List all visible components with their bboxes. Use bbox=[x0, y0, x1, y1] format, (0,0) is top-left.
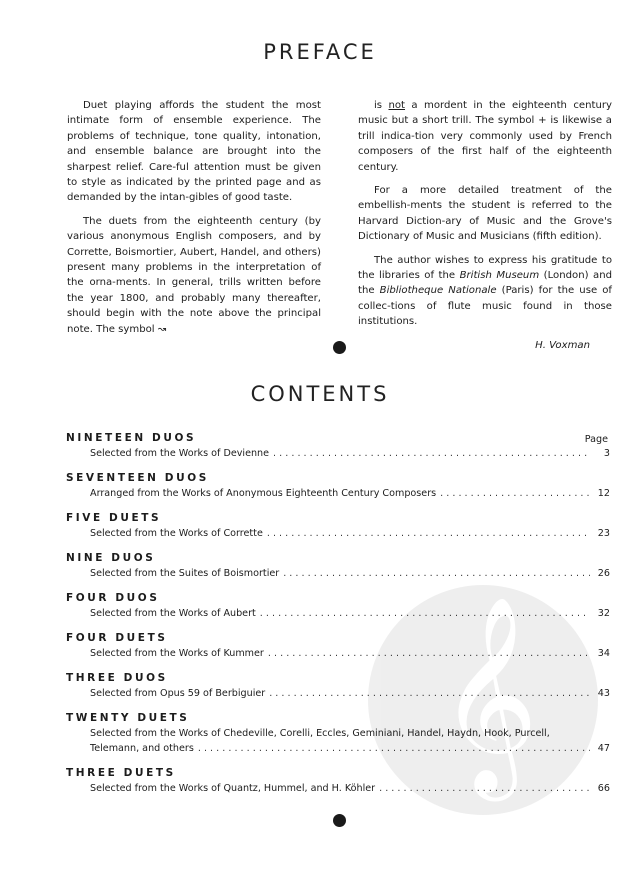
entry-subtitle-text: Selected from the Works of Kummer bbox=[90, 648, 264, 659]
entry-title: FIVE DUETS bbox=[66, 512, 162, 524]
text-segment: (Paris) for the use of collec-tions of flute music found in those institutions. bbox=[358, 285, 612, 328]
entry-subtitle-text: Selected from Opus 59 of Berbiguier bbox=[90, 688, 266, 699]
dot-leader bbox=[269, 686, 590, 701]
text-segment: The author wishes to express his gratitude to the libraries of the bbox=[358, 254, 612, 282]
text-segment: The duets from the eighteenth century (by various anonymous English composers, and by Corrette, Boismortier, Aubert, Handel, and others) present many problems in the interpretation of the orna-ments. In general, trills written before the year 1800, and probably many thereafter, should begin with the note above the principal note. The symbol ↝ bbox=[67, 215, 321, 335]
entry-subtitle bbox=[66, 686, 610, 701]
entry-page-number: 23 bbox=[597, 528, 610, 539]
entry-subtitle-text: Selected from the Works of Quantz, Hummel, and H. Köhler bbox=[90, 783, 376, 794]
entry-title: NINE DUOS bbox=[66, 552, 156, 564]
entry-subtitle bbox=[66, 606, 610, 621]
entry-title: FOUR DUETS bbox=[66, 632, 168, 644]
entry-subtitle-line: Selected from the Works of Chedeville, Corelli, Eccles, Geminiani, Handel, Haydn, Hook, Purcell, bbox=[90, 728, 550, 739]
contents-entry bbox=[66, 470, 610, 501]
entry-page-number: 12 bbox=[597, 488, 610, 499]
entry-title: FOUR DUOS bbox=[66, 592, 160, 604]
entry-subtitle bbox=[66, 486, 610, 501]
entry-title: THREE DUOS bbox=[66, 672, 168, 684]
contents-entry bbox=[66, 630, 610, 661]
entry-page-number: 47 bbox=[597, 743, 610, 754]
dot-leader bbox=[198, 741, 590, 756]
entry-title: NINETEEN DUOS bbox=[66, 432, 197, 444]
entry-subtitle bbox=[66, 741, 610, 756]
text-segment: Bibliotheque Nationale bbox=[379, 285, 497, 297]
dot-leader bbox=[283, 566, 590, 581]
text-segment: is bbox=[374, 100, 389, 111]
dot-leader bbox=[273, 446, 590, 461]
dot-leader bbox=[267, 526, 590, 541]
contents-entry bbox=[66, 670, 610, 701]
preface-title: PREFACE bbox=[263, 40, 377, 64]
contents-entry bbox=[66, 710, 610, 756]
entry-title: SEVENTEEN DUOS bbox=[66, 472, 209, 484]
contents-entry bbox=[66, 590, 610, 621]
text-segment: British Museum bbox=[459, 270, 540, 282]
entry-subtitle-text: Selected from the Works of Aubert bbox=[90, 608, 256, 619]
text-segment: not bbox=[388, 100, 406, 111]
entry-page-number: 3 bbox=[603, 448, 610, 459]
entry-page-number: 34 bbox=[597, 648, 610, 659]
entry-subtitle bbox=[66, 446, 610, 461]
bullet-divider-icon bbox=[333, 341, 346, 354]
entry-subtitle-text: Selected from the Works of Devienne bbox=[90, 448, 270, 459]
entry-subtitle bbox=[66, 526, 610, 541]
entry-page-number: 43 bbox=[597, 688, 610, 699]
entry-subtitle-text: Selected from the Works of Corrette bbox=[90, 528, 263, 539]
entry-subtitle-text: Telemann, and others bbox=[90, 743, 194, 754]
signature: H. Voxman bbox=[535, 339, 590, 351]
preface-paragraph bbox=[358, 183, 612, 245]
entry-subtitle bbox=[66, 566, 610, 581]
text-segment: (London) and the bbox=[358, 270, 613, 297]
entry-page-number: 66 bbox=[597, 783, 610, 794]
treble-clef-watermark-icon: 𝄞 bbox=[368, 585, 598, 815]
entry-subtitle bbox=[66, 646, 610, 661]
contents-entry bbox=[66, 765, 610, 796]
preface-paragraph bbox=[67, 214, 321, 337]
text-segment: Duet playing affords the student the most intimate form of ensemble experience. The problems of technique, tone quality, intonation, and ensemble balance are brought into the sharpest relief. Care-ful attention must be given to style as indicated by the printed page and as demanded by the intan-gibles of good taste. bbox=[67, 100, 321, 204]
dot-leader bbox=[440, 486, 590, 501]
contents-title: CONTENTS bbox=[250, 382, 390, 406]
dot-leader bbox=[260, 606, 590, 621]
preface-right-column bbox=[358, 98, 612, 361]
preface-paragraph bbox=[358, 98, 612, 175]
dot-leader bbox=[379, 781, 590, 796]
entry-page-number: 26 bbox=[597, 568, 610, 579]
preface-paragraph bbox=[358, 253, 612, 330]
contents-entry bbox=[66, 430, 610, 461]
page-column-label: Page bbox=[584, 434, 608, 445]
contents-list bbox=[66, 430, 610, 805]
entry-page-number: 32 bbox=[597, 608, 610, 619]
entry-title: THREE DUETS bbox=[66, 767, 176, 779]
entry-subtitle-text: Selected from the Suites of Boismortier bbox=[90, 568, 280, 579]
entry-subtitle-text: Arranged from the Works of Anonymous Eighteenth Century Composers bbox=[90, 488, 437, 499]
entry-title: TWENTY DUETS bbox=[66, 712, 190, 724]
text-segment: For a more detailed treatment of the embellish-ments the student is referred to the Harvard Diction-ary of Music and the Grove's Dictionary of Music and Musicians (fifth edition). bbox=[358, 185, 612, 243]
preface-left-column bbox=[67, 98, 321, 345]
preface-paragraph bbox=[67, 98, 321, 206]
contents-entry bbox=[66, 550, 610, 581]
text-segment: a mordent in the eighteenth century music but a short trill. The symbol + is likewise a trill indica-tion very commonly used by French composers of the first half of the eighteenth century. bbox=[358, 100, 612, 173]
bullet-divider-icon bbox=[333, 814, 346, 827]
dot-leader bbox=[268, 646, 590, 661]
entry-subtitle bbox=[66, 781, 610, 796]
contents-entry bbox=[66, 510, 610, 541]
